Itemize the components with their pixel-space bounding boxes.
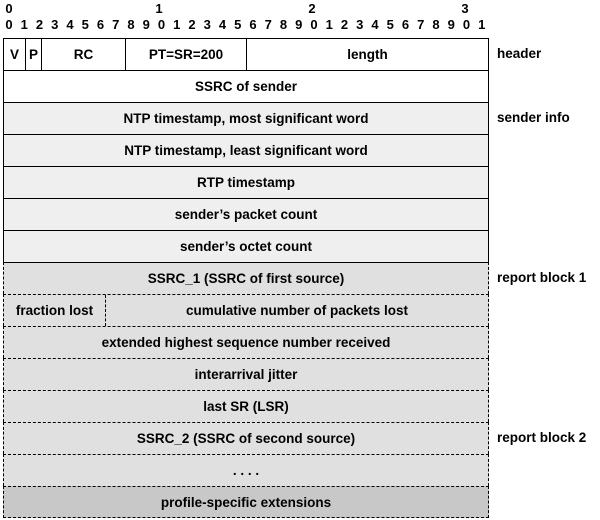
ntp-lsw-row [3, 134, 489, 166]
ruler-bit-25: 5 [386, 17, 394, 32]
ntp-lsw-field: NTP timestamp, least significant word [124, 143, 368, 158]
cumulative-lost-field: cumulative number of packets lost [185, 303, 409, 318]
ruler-bit-1: 1 [20, 17, 28, 32]
side-label-report-block-1: report block 1 [497, 270, 587, 285]
ruler-tens-30: 3 [461, 1, 469, 16]
ruler-bit-9: 9 [142, 17, 150, 32]
ruler-bit-26: 6 [401, 17, 410, 32]
ruler-bit-27: 7 [417, 17, 425, 32]
length-field: length [347, 47, 388, 62]
ssrc-sender-field: SSRC of sender [194, 79, 298, 94]
ruler-bit-21: 1 [325, 17, 333, 32]
octet-count-row [3, 230, 489, 262]
ruler-bit-19: 9 [295, 17, 303, 32]
ssrc-2-field: SSRC_2 (SSRC of second source) [136, 431, 356, 446]
profile-ext-field: profile-specific extensions [160, 494, 332, 510]
octet-count-field: sender’s octet count [179, 239, 313, 254]
ruler-tens-10: 1 [155, 1, 163, 16]
ext-highest-seq-field: extended highest sequence number received [101, 335, 391, 350]
ruler-bit-10: 0 [157, 17, 166, 32]
ruler-bit-14: 4 [218, 17, 227, 32]
ext-highest-seq-row [3, 326, 489, 358]
ssrc-2-row [3, 422, 489, 454]
ruler-bit-17: 7 [264, 17, 272, 32]
profile-ext-row [3, 486, 489, 518]
rtp-timestamp-row [3, 166, 489, 198]
ruler-bit-3: 3 [51, 17, 59, 32]
ssrc-sender-row [3, 70, 489, 102]
bit-ruler [0, 0, 600, 40]
ruler-bit-15: 5 [234, 17, 242, 32]
sender-report-packet-diagram [3, 38, 489, 518]
ruler-bit-30: 0 [462, 17, 471, 32]
ssrc-1-row [3, 262, 489, 294]
ellipsis-row [3, 454, 489, 486]
ntp-msw-row [3, 102, 489, 134]
ruler-bit-2: 2 [35, 17, 44, 32]
ellipsis-field: . . . . [232, 463, 260, 478]
jitter-row [3, 358, 489, 390]
ntp-msw-field: NTP timestamp, most significant word [123, 111, 369, 126]
ruler-bit-23: 3 [356, 17, 364, 32]
fraction-lost-field: fraction lost [4, 295, 106, 326]
packet-type-field: PT=SR=200 [126, 39, 247, 70]
last-sr-field: last SR (LSR) [203, 399, 289, 414]
ruler-bit-8: 8 [127, 17, 135, 32]
side-label-sender-info: sender info [497, 110, 570, 125]
ruler-bit-16: 6 [249, 17, 257, 32]
loss-row [3, 294, 489, 326]
version-field: V [4, 39, 26, 70]
packet-count-row [3, 198, 489, 230]
reception-count-field: RC [42, 39, 126, 70]
ruler-bit-20: 0 [310, 17, 318, 32]
ruler-bit-4: 4 [66, 17, 74, 32]
ruler-bit-6: 6 [96, 17, 105, 32]
ssrc-1-field: SSRC_1 (SSRC of first source) [147, 271, 345, 286]
ruler-bit-0: 0 [5, 17, 13, 32]
jitter-field: interarrival jitter [194, 367, 298, 382]
side-label-report-block-2: report block 2 [497, 430, 587, 445]
ruler-bit-31: 1 [478, 17, 486, 32]
ruler-bit-28: 8 [432, 17, 440, 32]
ruler-bit-22: 2 [340, 17, 349, 32]
ruler-bit-11: 1 [173, 17, 181, 32]
ruler-tens-20: 2 [308, 1, 316, 16]
last-sr-row [3, 390, 489, 422]
ruler-tens-0: 0 [5, 1, 13, 16]
ruler-bit-24: 4 [371, 17, 379, 32]
packet-count-field: sender’s packet count [174, 207, 318, 222]
ruler-bit-29: 9 [447, 17, 455, 32]
ruler-bit-13: 3 [203, 17, 211, 32]
side-label-header: header [497, 46, 542, 61]
ruler-bit-5: 5 [81, 17, 89, 32]
rtp-timestamp-field: RTP timestamp [196, 175, 296, 190]
ruler-bit-18: 8 [279, 17, 288, 32]
padding-field: P [26, 39, 42, 70]
ruler-bit-7: 7 [112, 17, 120, 32]
header-row [3, 38, 489, 70]
ruler-bit-12: 2 [188, 17, 196, 32]
